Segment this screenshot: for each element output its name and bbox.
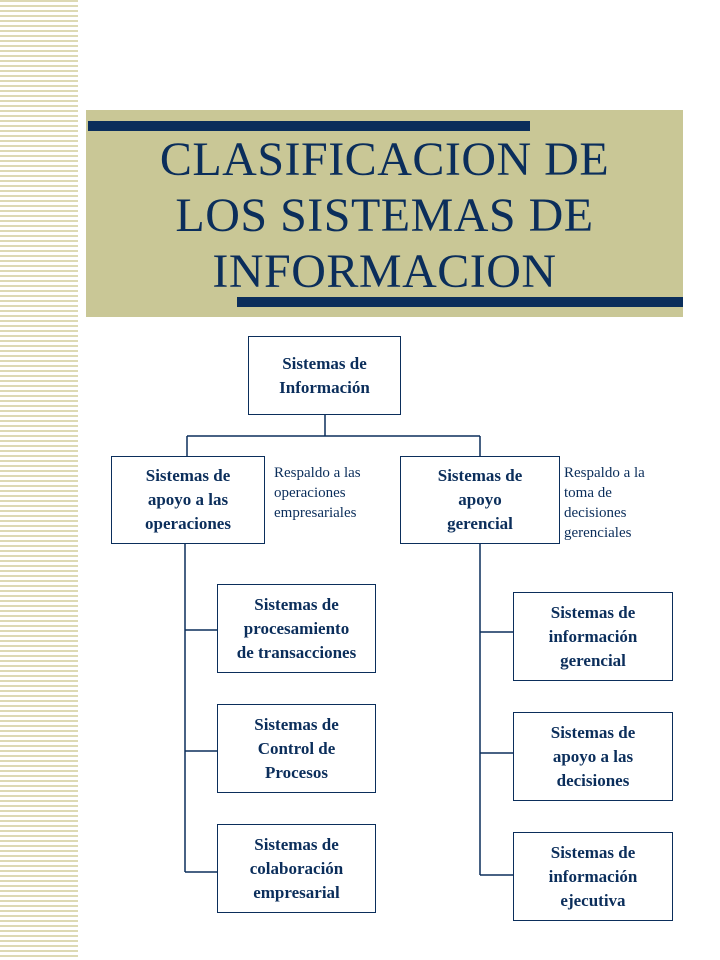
- box-line: apoyo: [458, 490, 502, 509]
- box-control-procesos: [217, 704, 376, 793]
- box-line: colaboración: [249, 858, 344, 878]
- box-line: operaciones: [145, 514, 231, 533]
- box-line: Sistemas de: [254, 834, 339, 854]
- title-line-3: INFORMACION: [212, 245, 557, 298]
- box-line: empresarial: [253, 882, 340, 902]
- box-procesamiento-transacciones: [217, 584, 376, 673]
- box-line: Control de: [257, 738, 336, 758]
- box-line: información: [548, 866, 638, 886]
- box-line: Sistemas de: [145, 466, 231, 485]
- note-line: operaciones: [274, 485, 346, 501]
- box-line: Sistemas de: [254, 714, 339, 734]
- title-line-1: CLASIFICACION DE: [159, 133, 610, 186]
- box-line: de transacciones: [236, 642, 357, 662]
- box-apoyo-operaciones: [111, 456, 265, 544]
- box-line: ejecutiva: [560, 890, 626, 910]
- box-line: Procesos: [265, 762, 328, 782]
- box-line: Sistemas de: [550, 602, 636, 622]
- note-gerencial: [564, 463, 645, 543]
- box-line: Sistemas de: [550, 722, 636, 742]
- box-line: Sistemas de: [282, 353, 367, 373]
- box-line: decisiones: [556, 770, 630, 790]
- note-operaciones: [274, 463, 361, 523]
- box-line: información: [548, 626, 638, 646]
- box-line: gerencial: [560, 650, 626, 670]
- box-line: apoyo a las: [147, 490, 229, 509]
- note-line: Respaldo a la: [564, 465, 645, 481]
- box-sistemas-informacion: [248, 336, 401, 415]
- note-line: decisiones: [564, 505, 627, 521]
- box-line: apoyo a las: [552, 746, 634, 766]
- box-line: Información: [279, 377, 370, 397]
- box-line: Sistemas de: [550, 842, 636, 862]
- box-line: gerencial: [447, 514, 513, 533]
- note-line: gerenciales: [564, 525, 632, 541]
- box-informacion-gerencial: [513, 592, 673, 681]
- title-line-2: LOS SISTEMAS DE: [175, 189, 594, 242]
- box-line: procesamiento: [243, 618, 350, 638]
- box-informacion-ejecutiva: [513, 832, 673, 921]
- box-apoyo-decisiones: [513, 712, 673, 801]
- box-line: Sistemas de: [437, 466, 523, 485]
- box-colaboracion-empresarial: [217, 824, 376, 913]
- note-line: empresariales: [274, 505, 357, 521]
- box-apoyo-gerencial: [400, 456, 560, 544]
- box-line: Sistemas de: [254, 594, 339, 614]
- note-line: Respaldo a las: [274, 465, 361, 481]
- note-line: toma de: [564, 485, 612, 501]
